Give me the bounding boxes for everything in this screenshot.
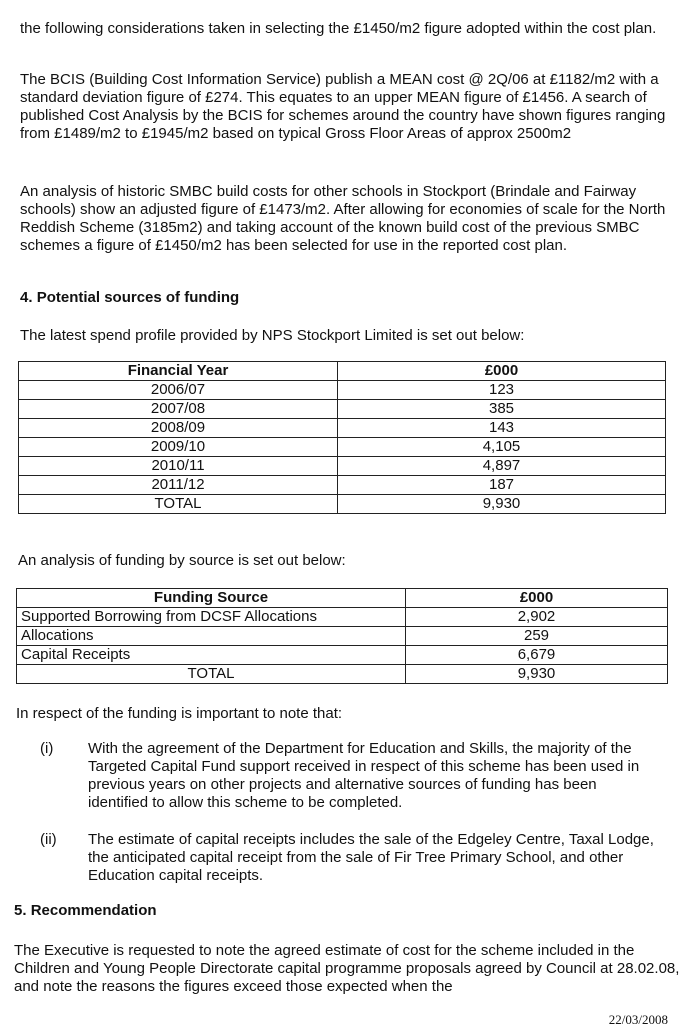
header-financial-year: Financial Year — [19, 362, 338, 381]
intro-paragraph: the following considerations taken in selecting the £1450/m2 figure adopted within the cost plan. — [20, 20, 657, 37]
table-total-row — [19, 495, 666, 514]
cell-source: Allocations — [17, 627, 406, 646]
cell-year: 2009/10 — [19, 438, 338, 457]
cell-value: 259 — [406, 627, 668, 646]
cell-year: TOTAL — [19, 495, 338, 514]
section-5-title: Recommendation — [30, 902, 157, 919]
cell-value: 187 — [338, 476, 666, 495]
cell-year: 2006/07 — [19, 381, 338, 400]
table-header-row — [17, 589, 668, 608]
table-row — [19, 419, 666, 438]
cell-value: 143 — [338, 419, 666, 438]
table-row — [17, 646, 668, 665]
table-row — [17, 627, 668, 646]
table-header-row — [19, 362, 666, 381]
list-item-text: With the agreement of the Department for Education and Skills, the majority of the Targeted Capital Fund support received in respect of this scheme has been used in previous years on other projects and alternative sources of funding has been identified to allow this scheme to be completed. — [88, 740, 640, 811]
footer-date: 22/03/2008 — [608, 1012, 668, 1027]
funding-note-intro: In respect of the funding is important to note that: — [16, 705, 343, 722]
spend-profile-table — [18, 361, 666, 514]
cell-year: 2008/09 — [19, 419, 338, 438]
funding-intro: An analysis of funding by source is set out below: — [18, 552, 346, 569]
header-value: £000 — [406, 589, 668, 608]
section-5-number: 5. — [14, 902, 27, 919]
table-row — [17, 608, 668, 627]
spend-intro: The latest spend profile provided by NPS Stockport Limited is set out below: — [20, 327, 525, 344]
cell-total-label: TOTAL — [17, 665, 406, 684]
cell-value: 4,897 — [338, 457, 666, 476]
header-funding-source: Funding Source — [17, 589, 406, 608]
list-item-number: (i) — [40, 740, 54, 757]
cell-value: 2,902 — [406, 608, 668, 627]
section-4-title: Potential sources of funding — [36, 289, 240, 306]
table-row — [19, 400, 666, 419]
cell-value: 123 — [338, 381, 666, 400]
cell-year: 2011/12 — [19, 476, 338, 495]
list-item — [40, 831, 680, 887]
smbc-paragraph: An analysis of historic SMBC build costs for other schools in Stockport (Brindale and Fairway schools) show an adjusted figure of £1473/m2. After allowing for economies of scale for the North Reddish Scheme (3185m2) and taking account of the known build cost of the previous SMBC schemes a figure of £1450/m2 has been selected for use in the reported cost plan. — [20, 183, 666, 254]
table-row — [19, 457, 666, 476]
list-item-text: The estimate of capital receipts includes the sale of the Edgeley Centre, Taxal Lodge, the anticipated capital receipt from the sale of Fir Tree Primary School, and other Education capital receipts. — [88, 831, 654, 884]
table-row — [19, 438, 666, 457]
cell-year: 2010/11 — [19, 457, 338, 476]
cell-value: 385 — [338, 400, 666, 419]
recommendation-paragraph: The Executive is requested to note the agreed estimate of cost for the scheme included in the Children and Young People Directorate capital programme proposals agreed by Council at 28.02.08, and note the reasons the figures exceed those expected when the — [14, 942, 680, 995]
table-row — [19, 476, 666, 495]
cell-source: Capital Receipts — [17, 646, 406, 665]
funding-source-table — [16, 588, 668, 684]
cell-value: 4,105 — [338, 438, 666, 457]
cell-year: 2007/08 — [19, 400, 338, 419]
cell-value: 6,679 — [406, 646, 668, 665]
section-5-heading — [14, 902, 157, 920]
cell-source: Supported Borrowing from DCSF Allocations — [17, 608, 406, 627]
table-total-row — [17, 665, 668, 684]
table-row — [19, 381, 666, 400]
cell-total-value: 9,930 — [406, 665, 668, 684]
list-item — [40, 740, 680, 812]
section-4-heading — [20, 289, 239, 307]
header-value: £000 — [338, 362, 666, 381]
bcis-paragraph: The BCIS (Building Cost Information Service) publish a MEAN cost @ 2Q/06 at £1182/m2 with a standard deviation figure of £274. This equates to an upper MEAN figure of £1456. A search of published Cost Analysis by the BCIS for schemes around the country have shown figures ranging from £1489/m2 to £1945/m2 based on typical Gross Floor Areas of approx 2500m2 — [20, 71, 666, 142]
section-4-number: 4. — [20, 289, 33, 306]
cell-value: 9,930 — [338, 495, 666, 514]
list-item-number: (ii) — [40, 831, 57, 848]
